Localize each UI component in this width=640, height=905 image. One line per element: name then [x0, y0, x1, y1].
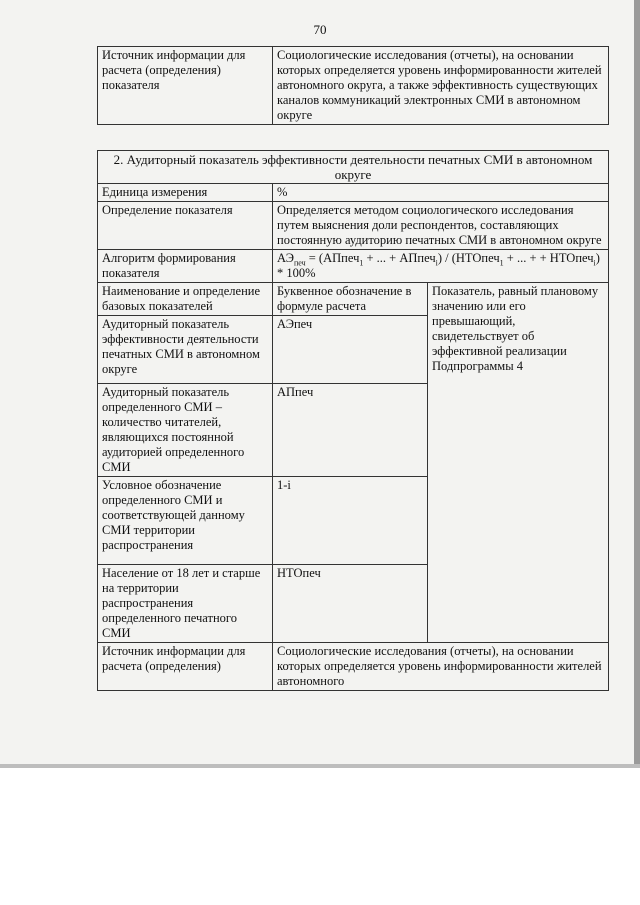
header-letter-symbol: Буквенное обозначение в формуле расчета [273, 283, 428, 316]
formula-part: + ... + + НТОпеч [503, 251, 594, 265]
scan-edge [0, 764, 640, 768]
info-source-table [97, 46, 609, 125]
formula-part: + ... + АПпеч [363, 251, 436, 265]
header-base-indicators: Наименование и определение базовых показателей [98, 283, 273, 316]
table-row [98, 47, 609, 125]
unit-value: % [273, 184, 609, 202]
base-indicator-symbol: АЭпеч [273, 316, 428, 384]
formula-sub: 1 [499, 258, 504, 268]
info-source-value: Социологические исследования (отчеты), на основании которых определяется уровень информированности жителей автономного округа, а также эффективность существующих каналов коммуникаций электронных СМИ в автономном округе [273, 47, 609, 125]
source-label: Источник информации для расчета (определения) [98, 643, 273, 691]
page-number: 70 [313, 22, 327, 37]
formula-part: ) * 100% [277, 251, 600, 280]
formula-sub: печ [293, 258, 306, 268]
base-indicator-symbol: НТОпеч [273, 565, 428, 643]
formula-sub: 1 [359, 258, 364, 268]
table-row [98, 250, 609, 283]
table-row [98, 151, 609, 184]
indicator-title: 2. Аудиторный показатель эффективности деятельности печатных СМИ в автономном округе [98, 151, 609, 184]
base-indicator-name: Население от 18 лет и старше на территории распространения определенного печатного СМИ [98, 565, 273, 643]
info-source-label: Источник информации для расчета (определения) показателя [98, 47, 273, 125]
base-indicator-name: Условное обозначение определенного СМИ и соответствующей данному СМИ территории распространения [98, 477, 273, 565]
formula-part: АЭ [277, 251, 294, 265]
base-indicator-name: Аудиторный показатель эффективности деятельности печатных СМИ в автономном округе [98, 316, 273, 384]
formula-part: ) / (НТОпеч [437, 251, 500, 265]
definition-value: Определяется методом социологического исследования путем выяснения доли респондентов, составляющих постоянную аудиторию печатных СМИ в автономном округе [273, 202, 609, 250]
table-header-row [98, 283, 609, 316]
table-row [98, 202, 609, 250]
formula-part: = (АПпеч [305, 251, 360, 265]
definition-label: Определение показателя [98, 202, 273, 250]
formula-sub: i [435, 258, 438, 268]
base-indicator-symbol: 1-i [273, 477, 428, 565]
effectiveness-note: Показатель, равный плановому значению или его превышающий, свидетельствует об эффективной реализации Подпрограммы 4 [428, 283, 609, 643]
indicator-table [97, 150, 609, 691]
table-row [98, 643, 609, 691]
base-indicator-name: Аудиторный показатель определенного СМИ – количество читателей, являющихся постоянной аудиторией определенного СМИ [98, 384, 273, 477]
source-value: Социологические исследования (отчеты), на основании которых определяется уровень информированности жителей автономного [273, 643, 609, 691]
formula-sub: i [593, 258, 596, 268]
unit-label: Единица измерения [98, 184, 273, 202]
formula [273, 250, 609, 283]
algorithm-label: Алгоритм формирования показателя [98, 250, 273, 283]
base-indicator-symbol: АПпеч [273, 384, 428, 477]
table-row [98, 184, 609, 202]
